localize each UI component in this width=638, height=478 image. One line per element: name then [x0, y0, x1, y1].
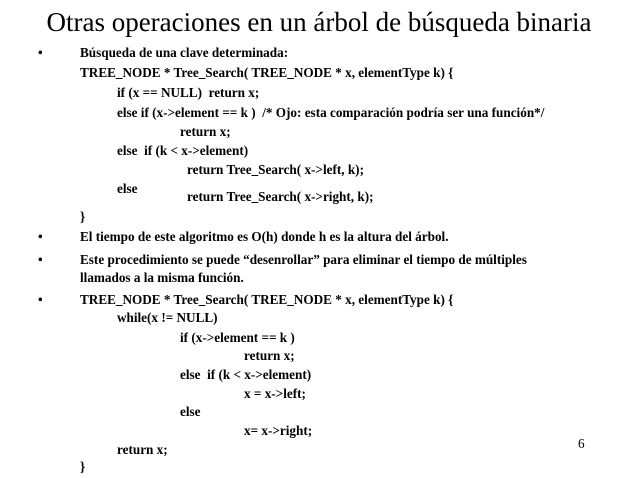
code-line: return x;: [117, 442, 168, 457]
code-line: return Tree_Search( x->left, k);: [187, 162, 364, 177]
code-line: while(x != NULL): [117, 310, 218, 325]
bullet-2: •: [38, 229, 43, 244]
bullet-4: •: [38, 292, 43, 307]
code-line: return x;: [244, 348, 295, 363]
code-line: }: [80, 459, 86, 474]
code-line: }: [80, 209, 86, 224]
code-line: else: [117, 181, 138, 196]
bullet-text-unroll: Este procedimiento se puede “desenrollar” para eliminar el tiempo de múltiples: [80, 252, 527, 267]
page-number: 6: [578, 436, 585, 451]
bullet-3: •: [38, 252, 43, 267]
code-line: else: [180, 404, 201, 419]
code-line: if (x->element == k ): [180, 330, 295, 345]
code-line: TREE_NODE * Tree_Search( TREE_NODE * x, elementType k) {: [80, 292, 454, 307]
code-line: x = x->left;: [244, 386, 306, 401]
code-line: return Tree_Search( x->right, k);: [187, 189, 374, 204]
code-line: else if (x->element == k ) /* Ojo: esta comparación podría ser una función*/: [117, 105, 545, 120]
bullet-text-complexity: El tiempo de este algoritmo es O(h) donde h es la altura del árbol.: [80, 229, 449, 244]
code-line: TREE_NODE * Tree_Search( TREE_NODE * x, elementType k) {: [80, 65, 454, 80]
code-line: x= x->right;: [244, 423, 313, 438]
code-line: if (x == NULL) return x;: [117, 85, 260, 100]
code-line: else if (k < x->element): [180, 367, 312, 382]
slide-title: Otras operaciones en un árbol de búsqueda binaria: [46, 7, 592, 37]
bullet-text-unroll-cont: llamados a la misma función.: [80, 270, 244, 285]
bullet-heading-search: Búsqueda de una clave determinada:: [80, 45, 289, 60]
code-line: else if (k < x->element): [117, 143, 249, 158]
code-line: return x;: [180, 124, 231, 139]
bullet-1: •: [38, 45, 43, 60]
